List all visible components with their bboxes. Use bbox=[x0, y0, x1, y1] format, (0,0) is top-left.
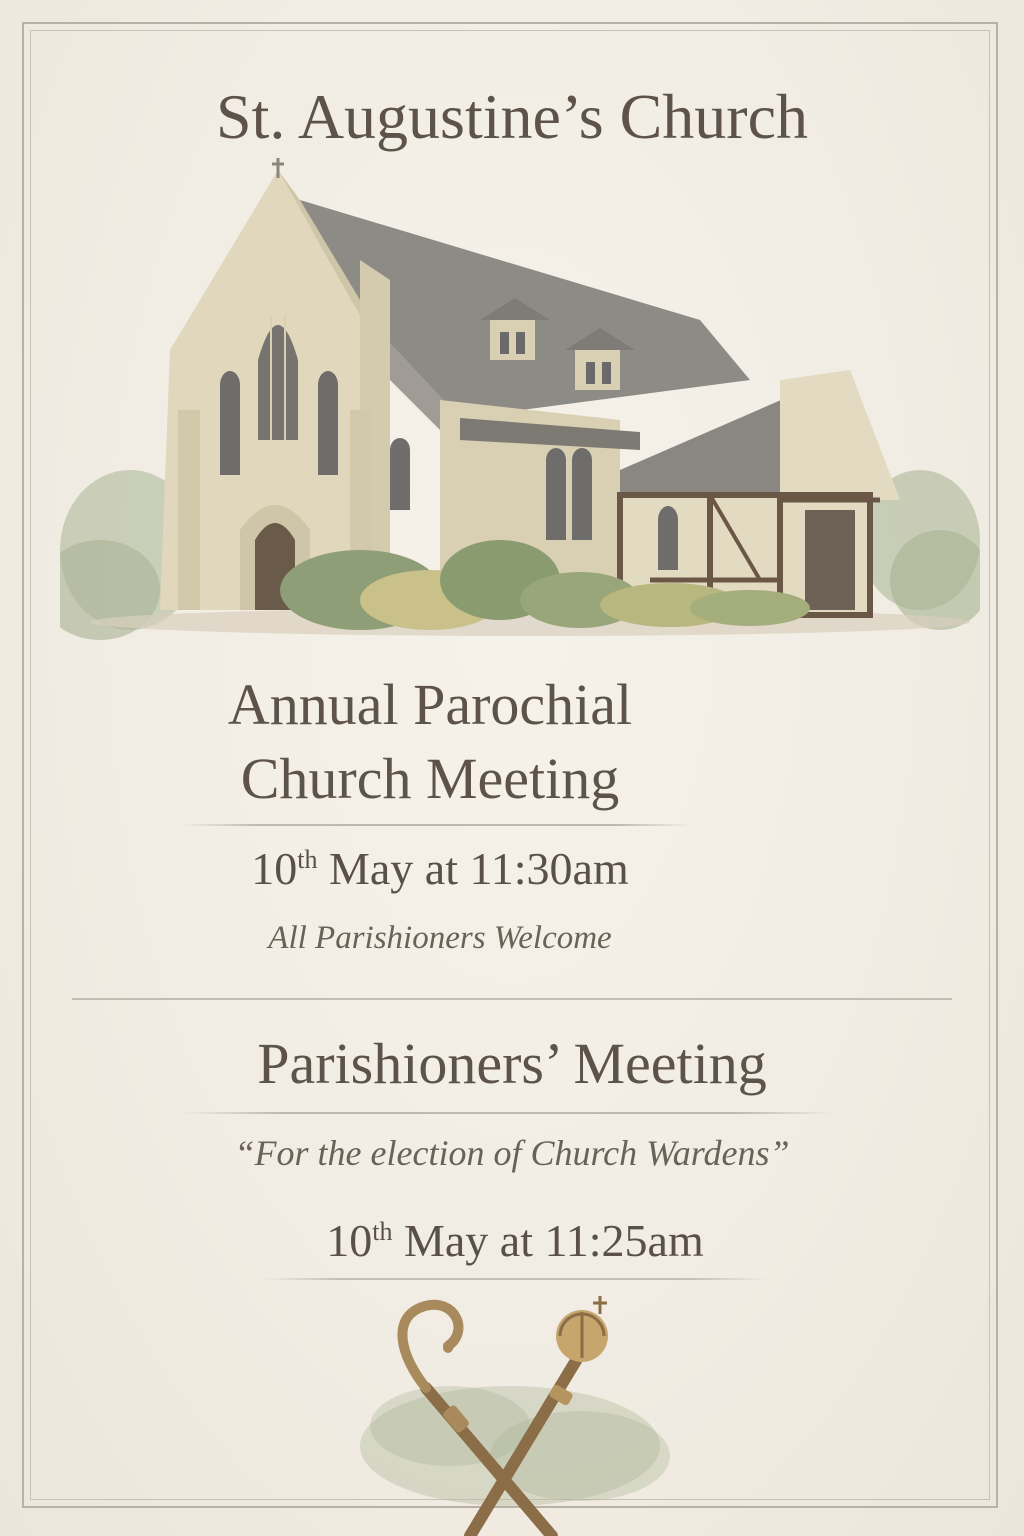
annual-meeting-note: All Parishioners Welcome bbox=[268, 920, 612, 956]
section-divider bbox=[72, 998, 952, 1000]
annual-meeting-date-time: May at 11:30am bbox=[317, 843, 629, 894]
annual-meeting-time bbox=[180, 842, 700, 895]
parishioners-meeting-heading: Parishioners’ Meeting bbox=[257, 1031, 767, 1096]
annual-meeting-title-line1: Annual Parochial bbox=[227, 672, 633, 737]
parishioners-meeting-time bbox=[250, 1214, 780, 1267]
crossed-crozier-and-sceptre-emblem bbox=[330, 1296, 690, 1536]
parishioners-meeting-day-suffix: th bbox=[372, 1217, 393, 1246]
parishioners-meeting-day: 10 bbox=[326, 1215, 373, 1266]
church-illustration bbox=[60, 150, 980, 650]
parishioners-meeting-purpose: “For the election of Church Wardens” bbox=[234, 1133, 790, 1173]
divider bbox=[182, 1112, 834, 1114]
annual-meeting-heading bbox=[180, 668, 680, 816]
annual-meeting-title-line2: Church Meeting bbox=[240, 746, 620, 811]
church-name-heading: St. Augustine’s Church bbox=[215, 81, 809, 152]
divider bbox=[262, 1278, 768, 1280]
divider bbox=[182, 824, 692, 826]
annual-meeting-day: 10 bbox=[251, 843, 298, 894]
annual-meeting-day-suffix: th bbox=[297, 845, 318, 874]
parishioners-meeting-date-time: May at 11:25am bbox=[392, 1215, 704, 1266]
